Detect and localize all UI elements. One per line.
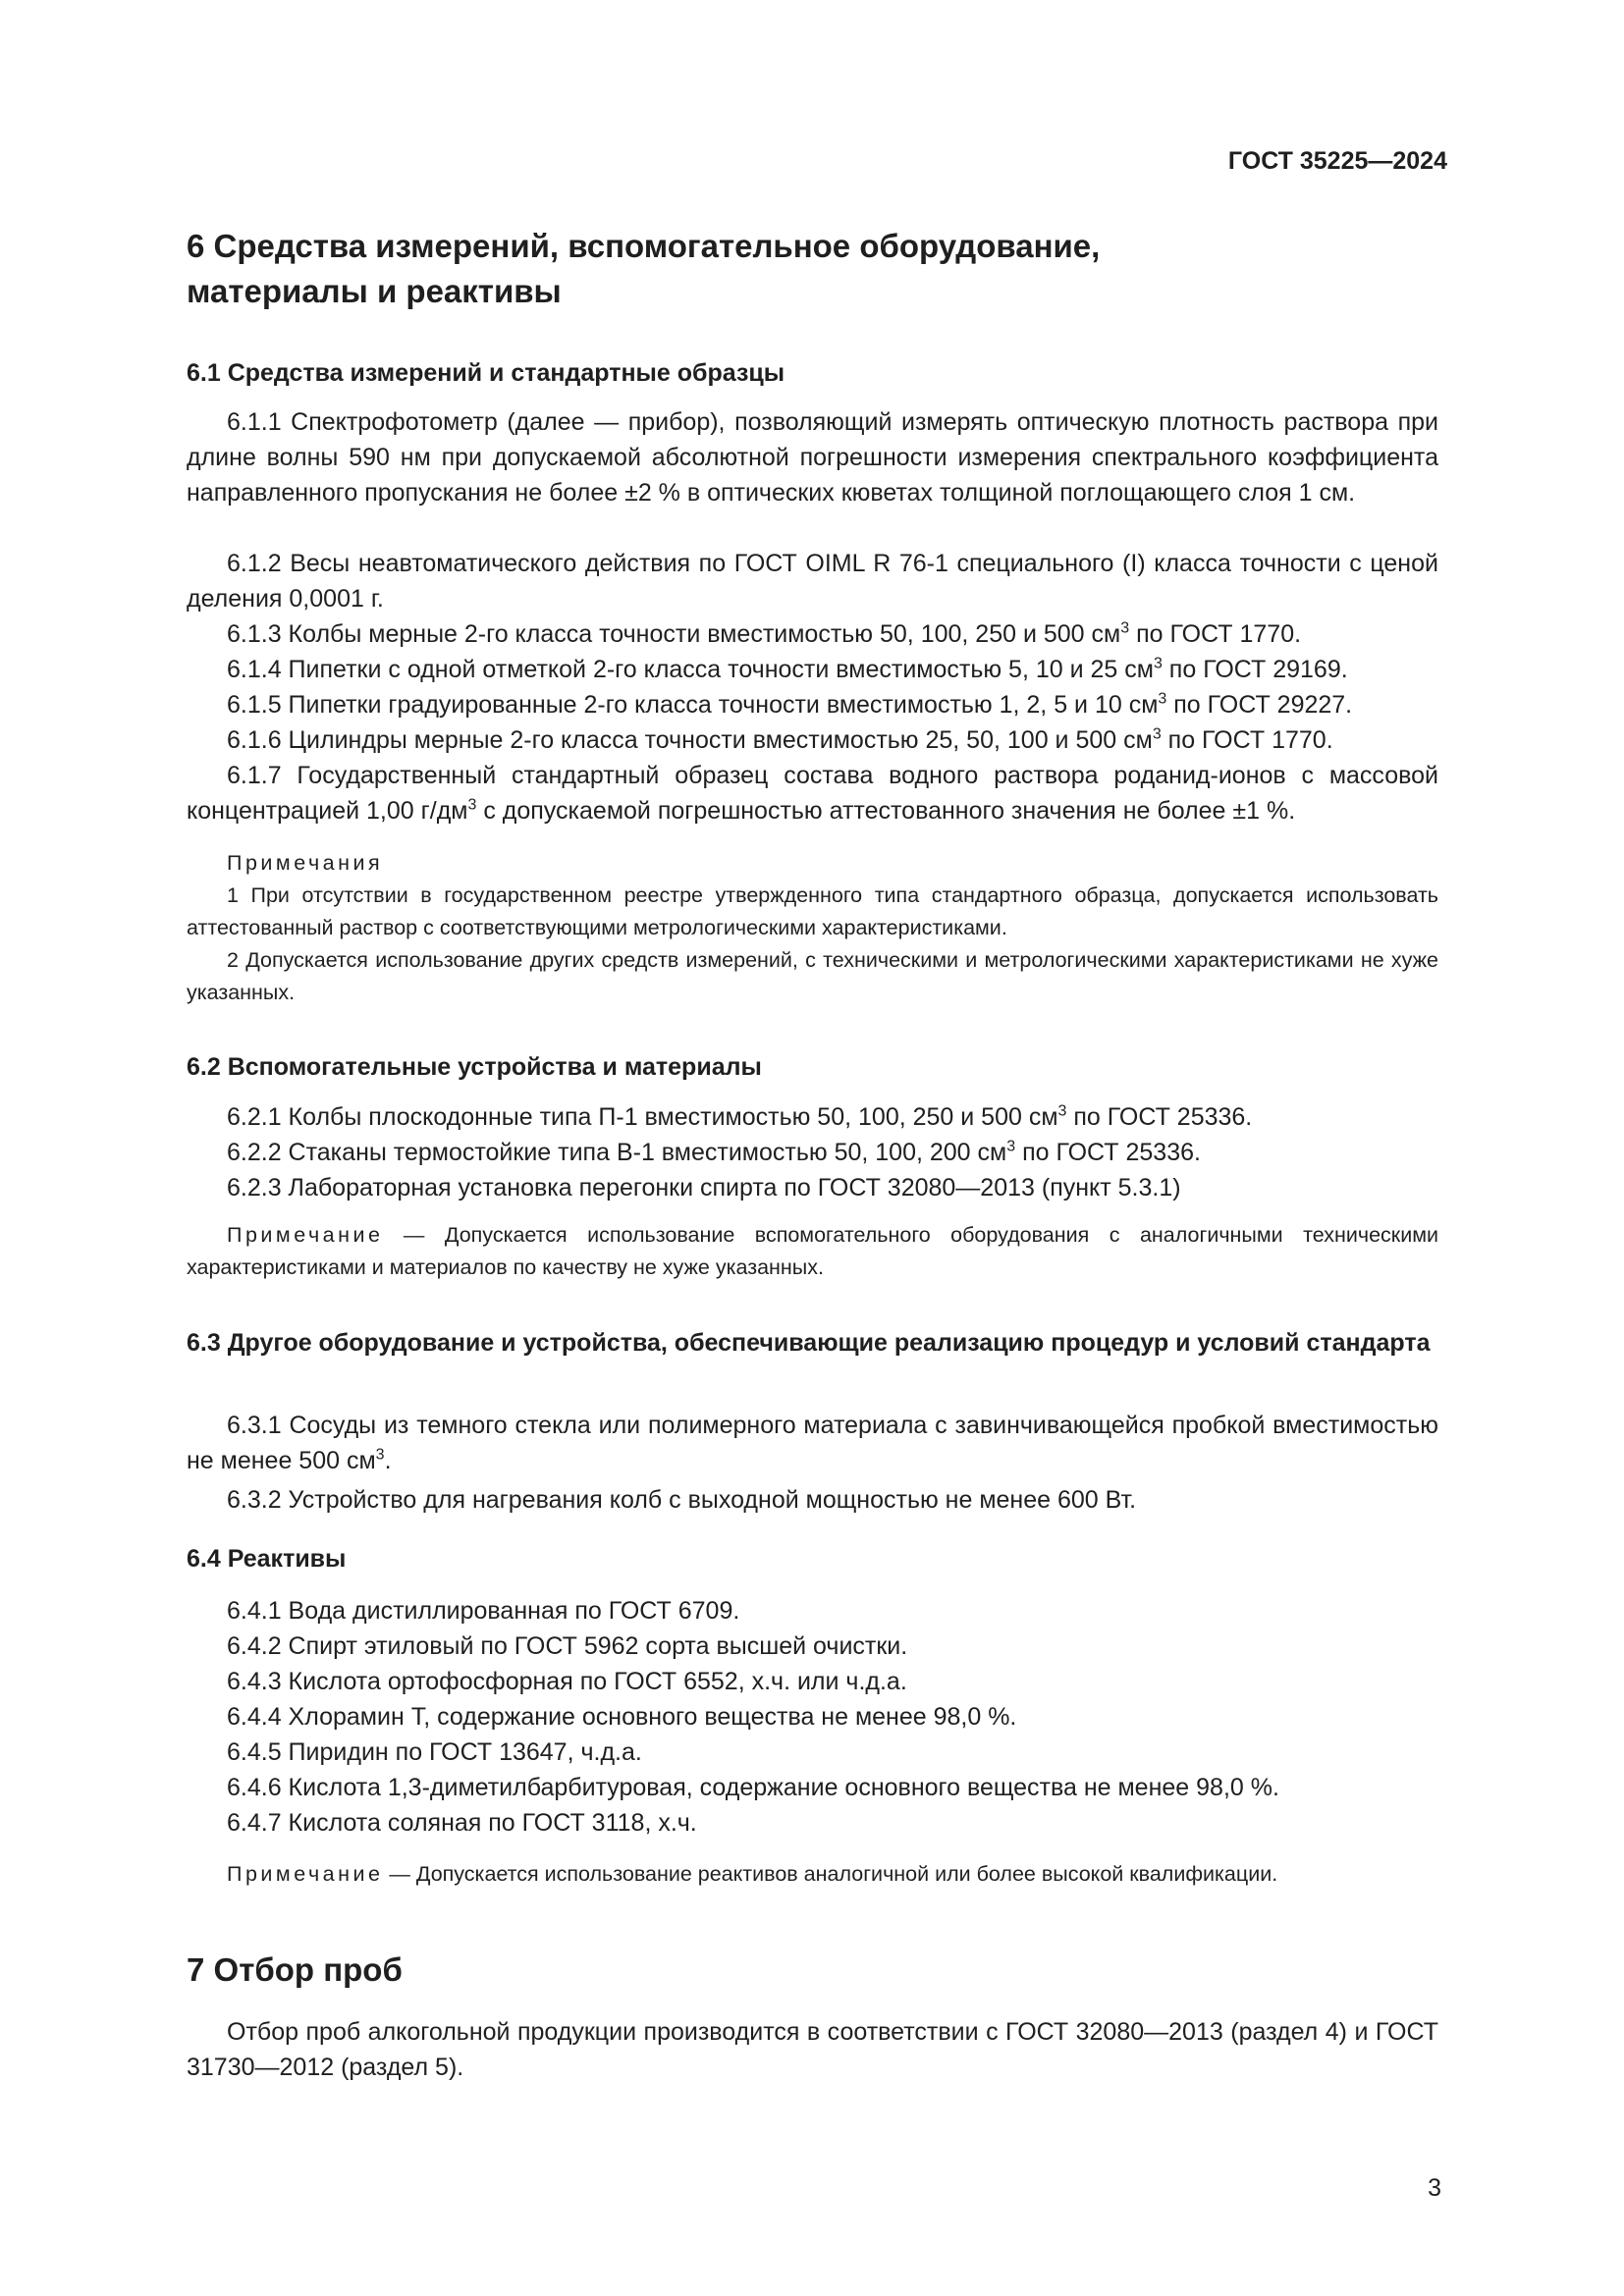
note-1: 1 При отсутствии в государственном реестре утвержденного типа стандартного образца, допускается использовать аттестованный раствор с соответствующими метрологическими характеристиками. — [187, 883, 1438, 939]
item-6-3-1: 6.3.1 Сосуды из темного стекла или полимерного материала с завинчивающейся пробкой вместимостью не менее 500 $см^3$. — [187, 1412, 1438, 1474]
item-6-2-3: 6.2.3 Лабораторная установка перегонки спирта по ГОСТ 32080—2013 (пункт 5.3.1) — [227, 1174, 1181, 1201]
subsection-6-1-heading: 6.1 Средства измерений и стандартные образцы — [187, 359, 785, 387]
note-6-2: Примечание — Допускается использование вспомогательного оборудования с аналогичными техническими характеристиками и материалов по качеству не хуже указанных. — [187, 1223, 1438, 1279]
section-7-heading: 7 Отбор проб — [187, 1951, 403, 1988]
subsection-6-3-heading: 6.3 Другое оборудование и устройства, обеспечивающие реализацию процедур и условий стандарта — [187, 1329, 1431, 1357]
item-6-1-6: 6.1.6 Цилиндры мерные 2-го класса точности вместимостью 25, 50, 100 и 500 $см^3$ по ГОСТ 1770. — [227, 725, 1333, 754]
reagent-item: 6.4.5 Пиридин по ГОСТ 13647, ч.д.а. — [227, 1738, 642, 1766]
item-6-3-2: 6.3.2 Устройство для нагревания колб с выходной мощностью не менее 600 Вт. — [227, 1486, 1137, 1514]
note-2: 2 Допускается использование других средств измерений, с техническими и метрологическими характеристиками не хуже указанных. — [187, 948, 1438, 1004]
item-6-1-5: 6.1.5 Пипетки градуированные 2-го класса точности вместимостью 1, 2, 5 и 10 $см^3$ по ГОСТ 29227. — [227, 690, 1353, 719]
subsection-6-4-heading: 6.4 Реактивы — [187, 1545, 347, 1573]
reagent-item: 6.4.7 Кислота соляная по ГОСТ 3118, х.ч. — [227, 1809, 697, 1837]
reagent-item: 6.4.4 Хлорамин Т, содержание основного вещества не менее 98,0 %. — [227, 1703, 1017, 1731]
reagent-item: 6.4.3 Кислота ортофосфорная по ГОСТ 6552, х.ч. или ч.д.а. — [227, 1668, 907, 1695]
reagent-item: 6.4.6 Кислота 1,3-диметилбарбитуровая, содержание основного вещества не менее 98,0 %. — [227, 1774, 1279, 1801]
item-6-1-2: 6.1.2 Весы неавтоматического действия по ГОСТ OIML R 76-1 специального (I) класса точности с ценой деления 0,0001 г. — [187, 550, 1438, 613]
subsection-6-2-heading: 6.2 Вспомогательные устройства и материалы — [187, 1053, 762, 1081]
item-6-2-1: 6.2.1 Колбы плоскодонные типа П-1 вместимостью 50, 100, 250 и 500 $см^3$ по ГОСТ 25336. — [227, 1102, 1253, 1131]
item-6-1-3: 6.1.3 Колбы мерные 2-го класса точности вместимостью 50, 100, 250 и 500 $см^3$ по ГОСТ 1770. — [227, 619, 1302, 648]
reagent-item: 6.4.2 Спирт этиловый по ГОСТ 5962 сорта высшей очистки. — [227, 1632, 908, 1660]
section-6-heading: 6 Средства измерений, вспомогательное оборудование, материалы и реактивы — [187, 228, 1101, 309]
section-7-text: Отбор проб алкогольной продукции производится в соответствии с ГОСТ 32080—2013 (раздел 4) и ГОСТ 31730—2012 (раздел 5). — [187, 2018, 1438, 2081]
item-6-2-2: 6.2.2 Стаканы термостойкие типа В-1 вместимостью 50, 100, 200 $см^3$ по ГОСТ 25336. — [227, 1138, 1201, 1166]
item-6-1-7: 6.1.7 Государственный стандартный образец состава водного раствора роданид-ионов с массовой концентрацией 1,00 $г/дм^3$ с допускаемой погрешностью аттестованного значения не более ±1 %. — [187, 762, 1438, 825]
notes-heading: Примечания — [227, 851, 384, 875]
document-code-header: ГОСТ 35225—2024 — [1227, 147, 1447, 175]
page-number: 3 — [1428, 2174, 1441, 2202]
reagent-item: 6.4.1 Вода дистиллированная по ГОСТ 6709. — [227, 1597, 740, 1625]
note-6-4: Примечание — Допускается использование реактивов аналогичной или более высокой квалификации. — [227, 1862, 1278, 1886]
item-6-1-1: 6.1.1 Спектрофотометр (далее — прибор), позволяющий измерять оптическую плотность раствора при длине волны 590 нм при допускаемой абсолютной погрешности измерения спектрального коэффициента направленного пропускания не более ±2 % в оптических кюветах толщиной поглощающего слоя 1 см. — [187, 408, 1438, 507]
item-6-1-4: 6.1.4 Пипетки с одной отметкой 2-го класса точности вместимостью 5, 10 и 25 $см^3$ по ГОСТ 29169. — [227, 655, 1348, 683]
